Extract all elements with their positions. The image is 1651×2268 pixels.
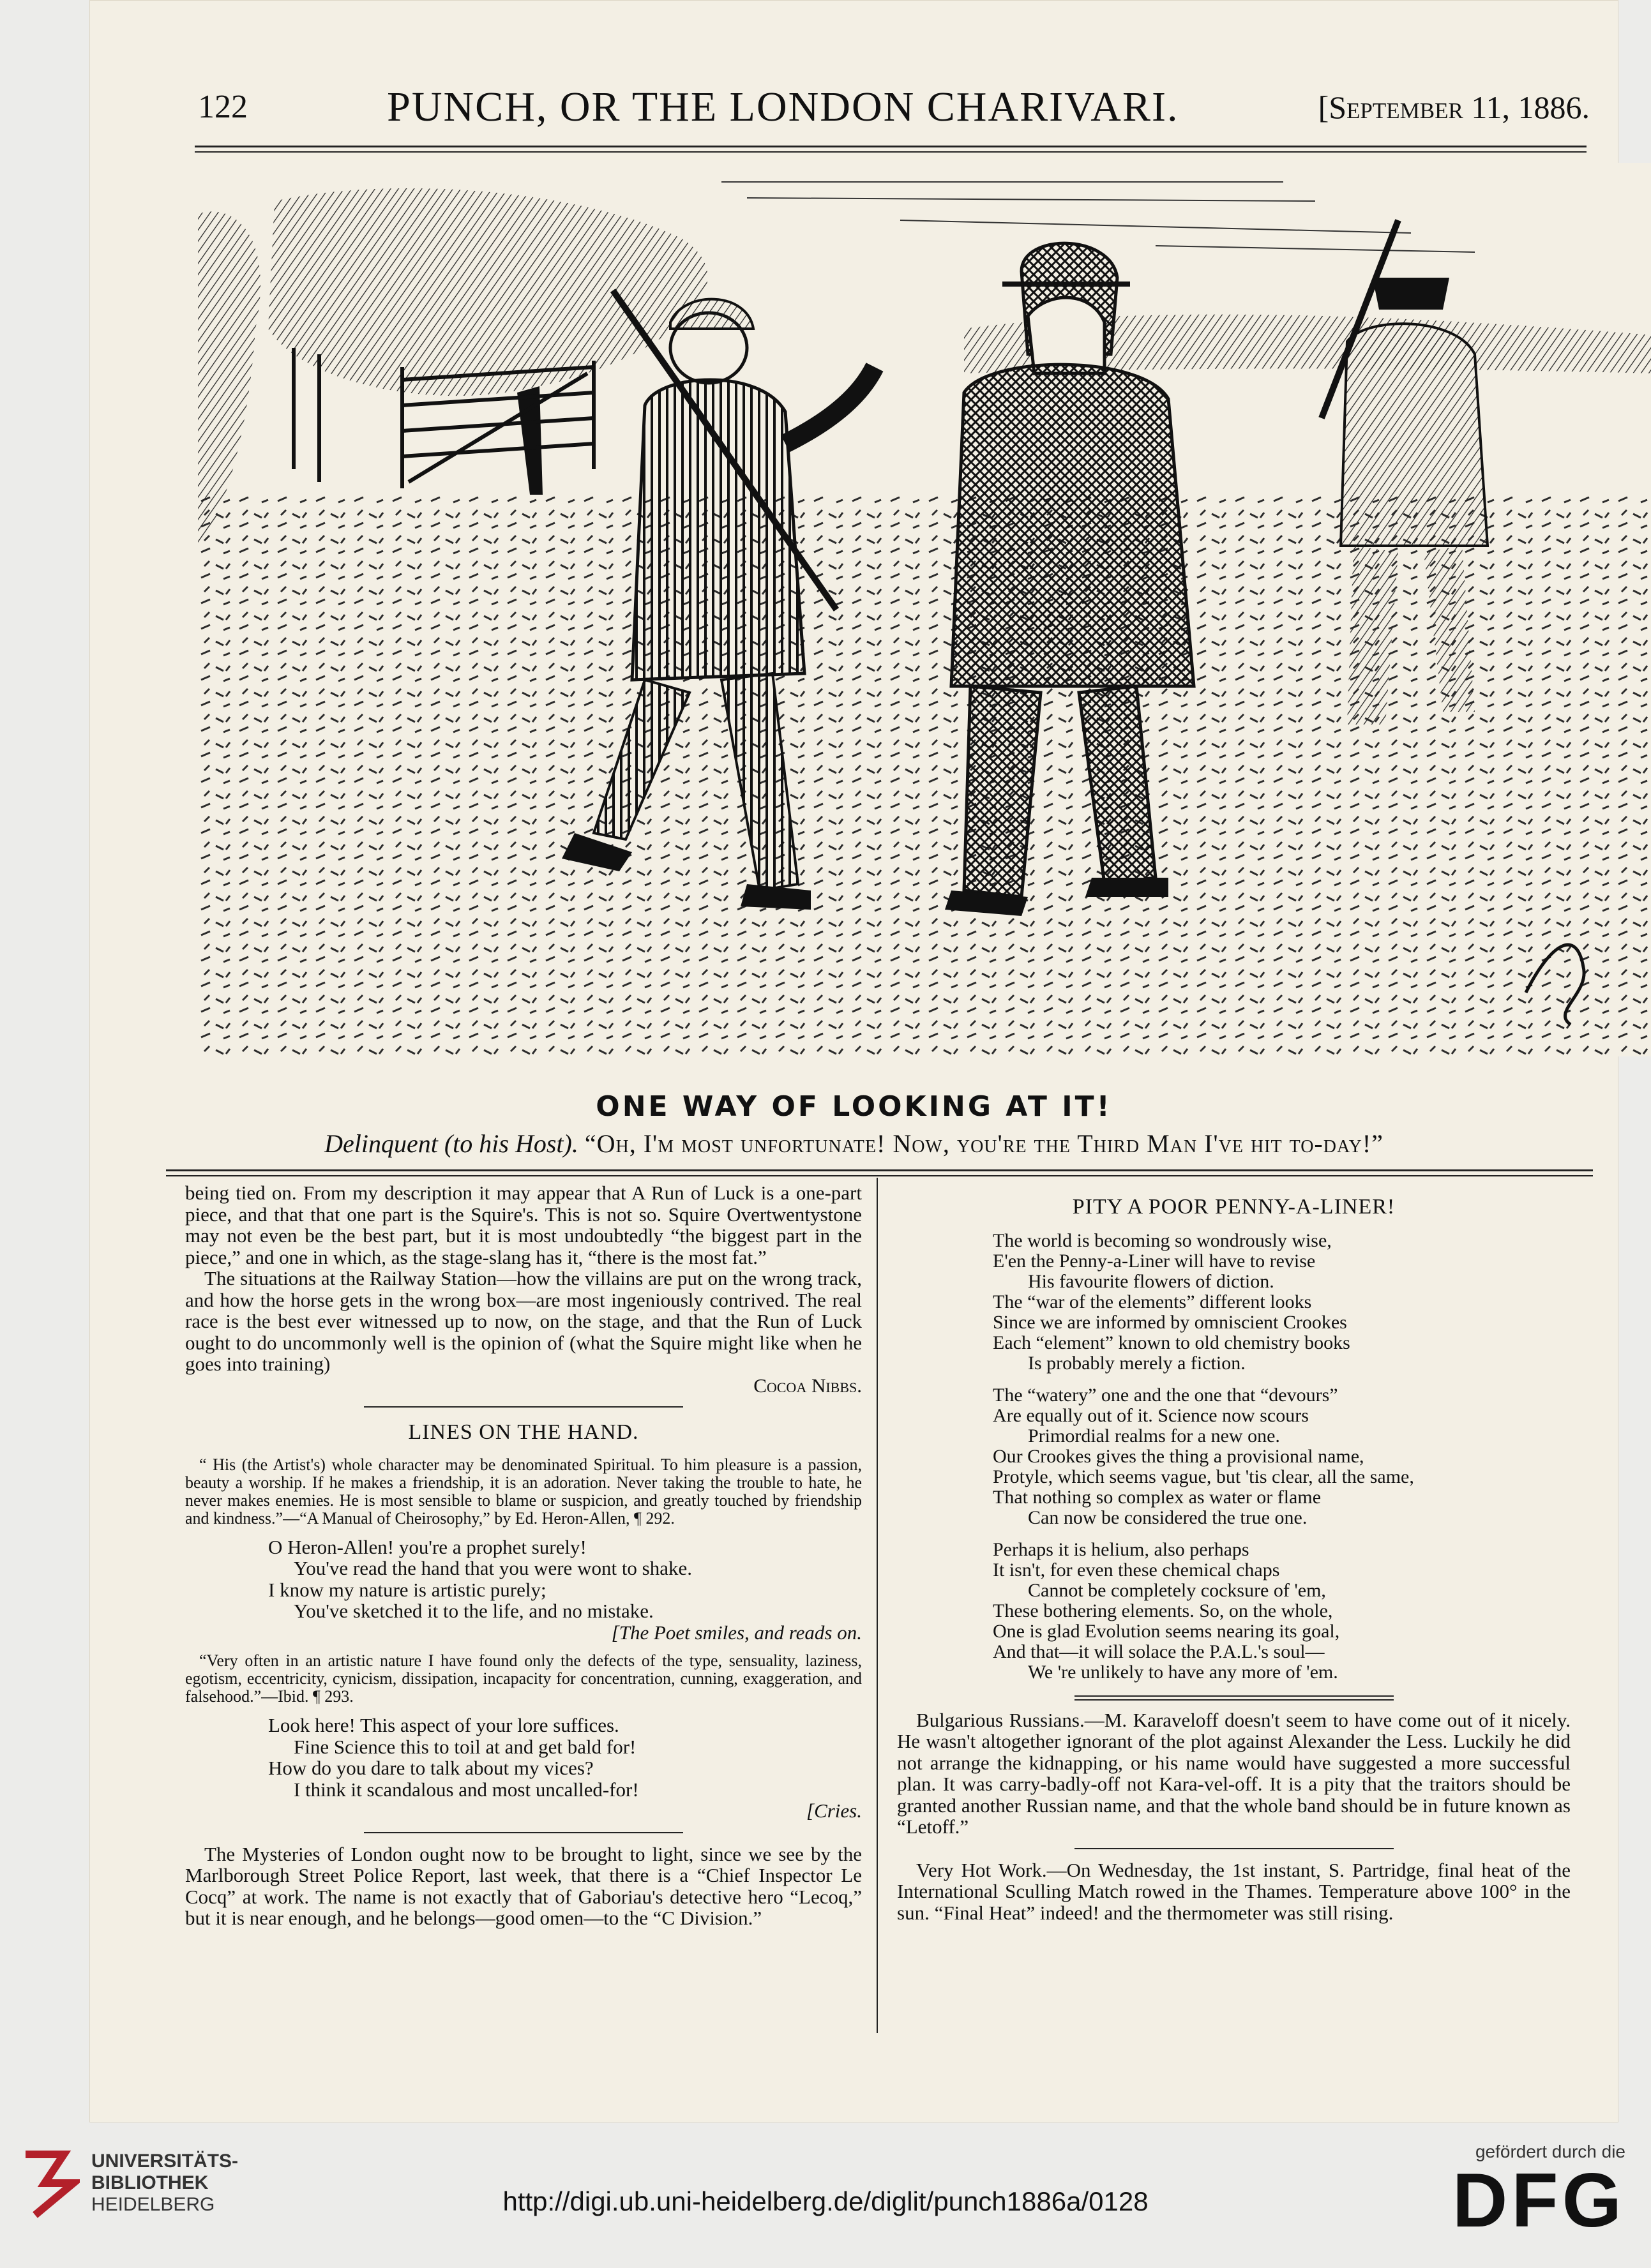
verse-line: Since we are informed by omniscient Crookes [993,1311,1347,1333]
verse-line: The “watery” one and the one that “devours” [993,1384,1338,1406]
verse-line: Our Crookes gives the thing a provisional name, [993,1445,1364,1467]
verse-line: That nothing so complex as water or flame [993,1486,1322,1508]
caption-rule [166,1169,1593,1171]
verse-line: Cannot be completely cocksure of 'em, [1028,1579,1326,1601]
source-url-link[interactable]: http://digi.ub.uni-heidelberg.de/diglit/punch1886a/0128 [502,2186,1149,2216]
verse-line: The “war of the elements” different looks [993,1291,1312,1312]
verse-line: E'en the Penny-a-Liner will have to revise [993,1250,1316,1272]
library-line: HEIDELBERG [91,2194,215,2215]
quote-293: “Very often in an artistic nature I have found only the defects of the type, sensuality, laziness, egotism, eccentricity, cynicism, dissipation, incapacity for concentration, cunning, exaggeration, and falsehood.”—Ibid. ¶ 293. [185,1651,862,1706]
library-line: UNIVERSITÄTS- [91,2151,239,2172]
verse-line: We 're unlikely to have any more of 'em. [1028,1661,1338,1683]
cartoon-illustration [198,163,1651,1056]
page-number: 122 [198,89,248,125]
verse-line: I know my nature is artistic purely; [268,1578,547,1601]
stanza-1 [993,1231,1571,1374]
verse-line: Fine Science this to toil at and get bald for! [294,1735,637,1758]
review-paragraph-2: The situations at the Railway Station—how the villains are put on the wrong track, and how the horse gets in the wrong box—are most ingeniously contrived. The real race is the best ever witnessed up to now, on the stage, and that the Run of Luck ought to do uncommonly well is the opinion of (what the Squire might like when he goes into training) [185,1267,862,1375]
verse-line: One is glad Evolution seems nearing its goal, [993,1620,1340,1642]
bulgarian-paragraph: Bulgarious Russians.—M. Karaveloff doesn't seem to have come out of it nicely. He wasn't altogether ignorant of the plot against Alexander the Less. Luckily he did not arrange the kidnapping, or his name would have suggested a more successful plan. It was carry-badly-off not Kara-vel-off. It is a pity that the traitors should be granted another Russian name, and that the whole band should be in future known as “Letoff.” [897,1708,1571,1838]
newspaper-page [89,0,1618,2122]
stanza-2 [993,1385,1571,1528]
verse-line: His favourite flowers of diction. [1028,1270,1274,1292]
column-divider [877,1178,878,2033]
verse-line: Are equally out of it. Science now scours [993,1404,1309,1426]
review-paragraph-1: being tied on. From my description it may appear that A Run of Luck is a one-part piece, and that that one part is the Squire's. This is not so. Squire Overtwentystone may not even be the best part, but it is most undoubtedly “the biggest part in the piece,” and one in which, as the stage-slang has it, “there is the most fat.” [185,1182,862,1268]
library-line: BIBLIOTHEK [91,2172,209,2193]
cartoon-caption [89,1129,1618,1159]
verse-line: Primordial realms for a new one. [1028,1425,1280,1446]
quote-292: “ His (the Artist's) whole character may be denominated Spiritual. To him pleasure is a passion, beauty a worship. If he makes a friendship, it is an adoration. Never taking the trouble to hate, he never makes enemies. He is most sensible to blame or suspicion, and greatly touched by friendship and kindness.”—“A Manual of Cheirosophy,” by Ed. Heron-Allen, ¶ 292. [185,1455,862,1528]
verse-line: Look here! This aspect of your lore suffices. [268,1714,619,1736]
hot-work-paragraph: Very Hot Work.—On Wednesday, the 1st instant, S. Partridge, final heat of the International Sculling Match rowed in the Thames. Temperature above 100° in the sun. “Final Heat” indeed! and the thermometer was still rising. [897,1858,1571,1924]
verse-line: Perhaps it is helium, also perhaps [993,1538,1249,1560]
caption-direction: (to his Host). [444,1129,578,1158]
section-rule [364,1406,683,1408]
digitization-footer [0,2122,1651,2268]
caption-speaker: Delinquent [324,1129,438,1158]
cartoon-title: ONE WAY OF LOOKING AT IT! [596,1090,1112,1123]
funded-by-label: gefördert durch die [1475,2142,1625,2161]
verse-line: O Heron-Allen! you're a prophet surely! [268,1535,587,1558]
right-column [897,1182,1571,1923]
section-rule [364,1832,683,1833]
caption-text: “Oh, I'm most unfortunate! Now, you're the Third Man I've hit to-day!” [584,1129,1383,1158]
dfg-wordmark: DFG [1452,2158,1625,2243]
verse-line: It isn't, for even these chemical chaps [993,1559,1280,1581]
verse-1 [268,1536,862,1644]
masthead-title: PUNCH, OR THE LONDON CHARIVARI. [387,83,1179,130]
verse-line: You've read the hand that you were wont to shake. [294,1557,693,1579]
verse-line: You've sketched it to the life, and no mistake. [294,1600,654,1622]
stanza-3 [993,1540,1571,1683]
mysteries-paragraph: The Mysteries of London ought now to be brought to light, since we see by the Marlborough Street Police Report, last week, that there is a “Chief Inspector Le Cocq” at work. The name is not exactly that of Gaboriau's detective hero “Lecoq,” but it is near enough, and he belongs—good omen—to the “C Division.” [185,1842,862,1929]
pity-heading: PITY A POOR PENNY-A-LINER! [1072,1195,1396,1219]
stage-direction: [The Poet smiles, and reads on. [611,1621,862,1644]
verse-line: Can now be considered the true one. [1028,1506,1308,1528]
review-signature: Cocoa Nibbs. [753,1374,862,1397]
stage-direction: [Cries. [806,1799,862,1822]
issue-date: [September 11, 1886. [1318,89,1590,125]
verse-line: I think it scandalous and most uncalled-for! [294,1778,639,1801]
verse-line: And that—it will solace the P.A.L.'s soul— [993,1641,1325,1662]
left-column [185,1182,862,1929]
verse-line: The world is becoming so wondrously wise, [993,1229,1332,1251]
section-rule [1074,1695,1394,1697]
verse-line: Protyle, which seems vague, but 'tis clear, all the same, [993,1466,1414,1487]
page-header [198,77,1590,147]
dfg-logo[interactable] [1452,2142,1625,2243]
verse-2 [268,1715,862,1822]
verse-line: Each “element” known to old chemistry books [993,1332,1350,1353]
verse-line: These bothering elements. So, on the whole, [993,1600,1333,1621]
lines-heading: LINES ON THE HAND. [408,1420,639,1444]
header-rule [195,146,1587,147]
verse-line: Is probably merely a fiction. [1028,1352,1246,1374]
section-rule [1074,1848,1394,1849]
verse-line: How do you dare to talk about my vices? [268,1757,594,1779]
